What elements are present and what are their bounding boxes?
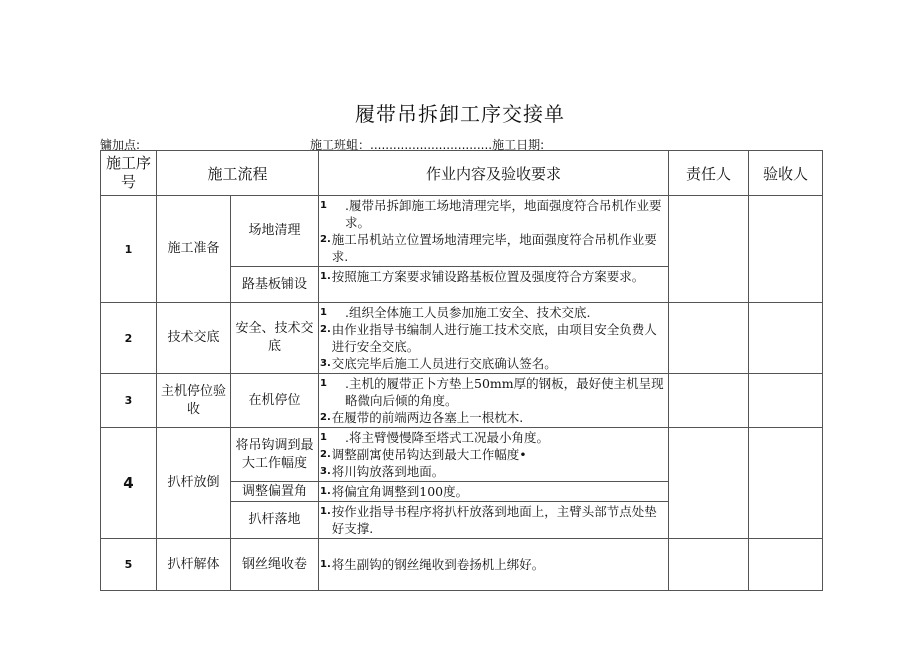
content-item (320, 556, 666, 573)
row-content (319, 267, 669, 303)
acceptor-cell[interactable] (749, 539, 823, 591)
content-item (320, 503, 666, 537)
header-seq: 施工序号 (101, 151, 157, 196)
content-item (320, 197, 666, 231)
row-process: 扒杆放倒 (157, 428, 231, 539)
handover-table (100, 150, 823, 591)
content-item (320, 304, 666, 321)
item-text: 施工吊机站立位置场地清理完毕，地面强度符合吊机作业要求. (331, 232, 657, 264)
row-content (319, 303, 669, 374)
item-text: 调整副寓使吊钩达到最大工作幅度• (331, 447, 527, 462)
table-row (101, 539, 823, 591)
item-text: 将川钩放落到地面。 (331, 464, 445, 479)
item-number: 1 (320, 200, 327, 211)
item-text: 交底完毕后施工人员进行交底确认签名。 (331, 356, 557, 371)
row-content (319, 374, 669, 428)
content-item (320, 355, 666, 372)
item-number: 2. (320, 324, 331, 335)
content-item (320, 321, 666, 355)
header-acceptor: 验收人 (749, 151, 823, 196)
item-number: 3. (320, 358, 331, 369)
acceptor-cell[interactable] (749, 428, 823, 539)
item-text: 将偏宜角调整到100度。 (331, 484, 469, 499)
row-content (319, 196, 669, 267)
row-content (319, 502, 669, 539)
responsible-cell[interactable] (669, 196, 749, 303)
item-number: 1. (320, 486, 331, 497)
item-text: 将生副钩的钢丝绳收到卷扬机上绑好。 (331, 557, 545, 572)
row-process: 施工准备 (157, 196, 231, 303)
row-process: 技术交底 (157, 303, 231, 374)
item-text: 在履带的前端两边各塞上一根枕木. (331, 410, 524, 425)
row-subprocess: 安全、技术交底 (231, 303, 319, 374)
content-item (320, 446, 666, 463)
item-text: .组织全体施工人员参加施工安全、技术交底. (345, 305, 591, 320)
row-seq: 3 (101, 374, 157, 428)
content-item (320, 375, 666, 409)
row-content (319, 428, 669, 482)
header-responsible: 责任人 (669, 151, 749, 196)
item-text: .将主臂慢慢降至塔式工况最小角度。 (345, 430, 549, 445)
table-row (101, 374, 823, 428)
content-item (320, 483, 666, 500)
responsible-cell[interactable] (669, 428, 749, 539)
row-seq: 1 (101, 196, 157, 303)
item-number: 3. (320, 466, 331, 477)
row-process: 主机停位验收 (157, 374, 231, 428)
content-item (320, 268, 666, 285)
item-text: 由作业指导书编制人进行施工技术交底，由项目安全负费人进行安全交底。 (331, 322, 657, 354)
item-number: 2. (320, 412, 331, 423)
item-text: 按作业指导书程序将扒杆放落到地面上，主臂头部节点处垫好支撑. (331, 504, 657, 536)
content-item (320, 231, 666, 265)
date-label: 施工日期: (492, 138, 545, 152)
acceptor-cell[interactable] (749, 374, 823, 428)
acceptor-cell[interactable] (749, 303, 823, 374)
content-item (320, 463, 666, 480)
table-row (101, 303, 823, 374)
row-content (319, 482, 669, 502)
location-label: 镛加点: (100, 138, 141, 152)
responsible-cell[interactable] (669, 539, 749, 591)
item-text: .履带吊拆卸施工场地清理完毕，地面强度符合吊机作业要求。 (345, 198, 662, 230)
document-title: 履带吊拆卸工序交接单 (355, 102, 565, 126)
item-text: 按照施工方案要求铺设路基板位置及强度符合方案要求。 (331, 269, 645, 284)
responsible-cell[interactable] (669, 374, 749, 428)
row-seq: 2 (101, 303, 157, 374)
header-row (101, 151, 823, 196)
item-number: 1. (320, 506, 331, 517)
item-number: 1 (320, 432, 327, 443)
row-process: 扒杆解体 (157, 539, 231, 591)
content-item (320, 429, 666, 446)
item-text: .主机的履带正卜方垫上50mm厚的钢板，最好使主机呈现略微向后倾的角度。 (345, 376, 664, 408)
content-item (320, 409, 666, 426)
row-seq: 4 (101, 428, 157, 539)
item-number: 1 (320, 307, 327, 318)
item-number: 1. (320, 271, 331, 282)
table-row (101, 428, 823, 482)
table-row (101, 196, 823, 267)
row-subprocess: 扒杆落地 (231, 502, 319, 539)
item-number: 2. (320, 234, 331, 245)
row-content (319, 539, 669, 591)
item-number: 1 (320, 378, 327, 389)
row-subprocess: 场地清理 (231, 196, 319, 267)
header-process: 施工流程 (157, 151, 319, 196)
team-dots: ................................ (370, 138, 493, 152)
row-seq: 5 (101, 539, 157, 591)
responsible-cell[interactable] (669, 303, 749, 374)
acceptor-cell[interactable] (749, 196, 823, 303)
row-subprocess: 钢丝绳收卷 (231, 539, 319, 591)
row-subprocess: 调整偏置角 (231, 482, 319, 502)
row-subprocess: 路基板铺设 (231, 267, 319, 303)
header-content: 作业内容及验收要求 (319, 151, 669, 196)
item-number: 2. (320, 449, 331, 460)
row-subprocess: 在机停位 (231, 374, 319, 428)
item-number: 1. (320, 559, 331, 570)
row-subprocess: 将吊钩调到最大工作幅度 (231, 428, 319, 482)
team-label-text: 施工班蛆： (310, 138, 371, 152)
